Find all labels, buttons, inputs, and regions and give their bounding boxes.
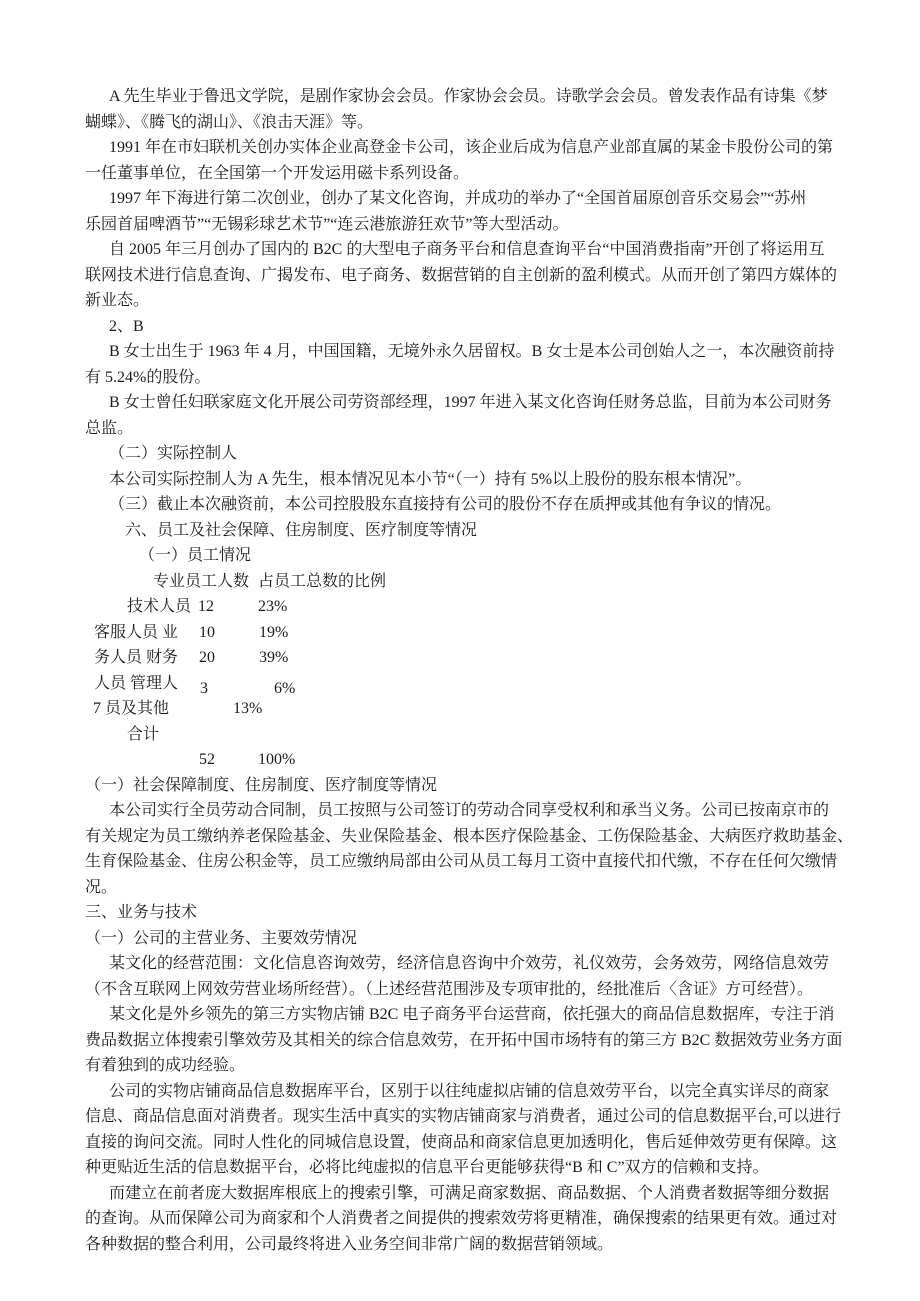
text-line: 一任董事单位，在全国第一个开发运用磁卡系列设备。 — [85, 164, 470, 182]
staff-table-row — [85, 747, 843, 773]
text-line: 乐园首届啤酒节”“无锡彩球艺术节”“连云港旅游狂欢节”等大型活动。 — [85, 215, 569, 233]
text-line: B 女士曾任妇联家庭文化开展公司劳资部经理，1997 年进入某文化咨询任财务总监，目前为本公司财务 — [109, 394, 832, 411]
section-heading: 三、业务与技术 — [85, 904, 198, 921]
text-line: 况。 — [85, 878, 118, 896]
staff-col-count: 3 — [200, 679, 208, 697]
staff-col-percent: 39% — [259, 649, 289, 666]
text-line: 有关规定为员工缴纳养老保险基金、失业保险基金、根本医疗保险基金、工伤保险基金、大病医疗救助基金、 — [85, 827, 854, 845]
text-line: 而建立在前者庞大数据库根底上的搜索引擎，可满足商家数据、商品数据、个人消费者数据等细分数据 — [109, 1184, 830, 1202]
text-line: 费品数据立体搜索引擎效劳及其相关的综合信息效劳，在开拓中国市场特有的第三方 B2C 数据效劳业务方面 — [85, 1031, 843, 1049]
staff-col-count: 52 — [199, 751, 215, 768]
text-line: 有 5.24%的股份。 — [85, 368, 211, 386]
staff-col-count: 20 — [199, 649, 215, 666]
staff-table-row — [85, 671, 843, 697]
text-line: 的查询。从而保障公司为商家和个人消费者之间提供的搜索效劳将更精准，确保搜索的结果更有效。通过对 — [85, 1210, 838, 1227]
staff-table-header-row — [85, 569, 843, 595]
staff-col-percent: 13% — [233, 700, 263, 717]
text-line: B 女士出生于 1963 年 4 月，中国国籍，无境外永久居留权。B 女士是本公司创始人之一，本次融资前持 — [109, 343, 835, 360]
section-heading: （一）员工情况 — [139, 547, 252, 564]
text-line: 种更贴近生活的信息数据平台，必将比纯虚拟的信息平台更能够获得“B 和 C”双方的信赖和支持。 — [85, 1159, 769, 1176]
section-heading: （二）实际控制人 — [109, 445, 238, 462]
text-line: 某文化的经营范围：文化信息咨询效劳，经济信息咨询中介效劳，礼仪效劳，会务效劳，网络信息效劳 — [109, 955, 830, 972]
document-content — [85, 84, 854, 1257]
text-line: 本公司实行全员劳动合同制，员工按照与公司签订的劳动合同享受权利和承当义务。公司已按南京市的 — [109, 802, 830, 819]
staff-col-percent: 23% — [258, 598, 288, 615]
text-line: （不含互联网上网效劳营业场所经营）。（上述经营范围涉及专项审批的，经批准后〈含证》方可经营）。 — [85, 980, 814, 998]
staff-table-row — [85, 722, 843, 748]
text-line: 信息、商品信息面对消费者。现实生活中真实的实物店铺商家与消费者，通过公司的信息数据平台,可以进行 — [85, 1108, 842, 1125]
staff-col-percent: 19% — [259, 623, 289, 641]
text-line: 有着独到的成功经验。 — [85, 1057, 246, 1074]
list-item-heading: 2、B — [109, 317, 144, 335]
staff-table-row — [85, 645, 843, 671]
text-line: 总监。 — [85, 419, 134, 437]
staff-table-header-col2: 占员工总数的比例 — [258, 572, 387, 590]
text-line: 蝴蝶》、《腾飞的湖山》、《浪击天涯》等。 — [85, 113, 374, 131]
staff-table-row — [85, 620, 843, 646]
text-line: 直接的询问交流。同时人性化的同城信息设置，使商品和商家信息更加透明化，售后延伸效劳更有保障。这 — [85, 1133, 838, 1151]
text-line: 各种数据的整合利用，公司最终将进入业务空间非常广阔的数据营销领域。 — [85, 1235, 614, 1253]
text-line: 新业态。 — [85, 292, 150, 309]
text-line: 1997 年下海进行第二次创业，创办了某文化咨询，并成功的举办了“全国首届原创音乐交易会”“苏州 — [109, 190, 807, 207]
staff-col-label: 务人员 财务 — [94, 649, 179, 666]
text-line: 1991 年在市妇联机关创办实体企业高登金卡公司，该企业后成为信息产业部直属的某金卡股份公司的第 — [109, 139, 834, 156]
staff-col-percent: 100% — [258, 751, 296, 768]
text-line: 本公司实际控制人为 A 先生，根本情况见本小节“（一）持有 5%以上股份的股东根本情况”。 — [109, 470, 752, 488]
staff-table-header-col1: 专业员工人数 — [153, 572, 250, 590]
text-line: 联网技术进行信息查询、广揭发布、电子商务、数据营销的自主创新的盈利模式。从而开创了第四方媒体的 — [85, 266, 838, 284]
text-line: 某文化是外乡领先的第三方实物店铺 B2C 电子商务平台运营商，依托强大的商品信息数据库，专注于消 — [109, 1006, 835, 1023]
text-line: 自 2005 年三月创办了国内的 B2C 的大型电子商务平台和信息查询平台“中国消费指南”开创了将运用互 — [109, 241, 825, 258]
staff-col-count: 12 — [198, 598, 214, 615]
section-heading: （一）社会保障制度、住房制度、医疗制度等情况 — [85, 776, 438, 794]
staff-col-count: 10 — [199, 623, 215, 641]
text-line: 公司的实物店铺商品信息数据库平台，区别于以往纯虚拟店铺的信息效劳平台，以完全真实详尽的商家 — [109, 1082, 830, 1100]
text-line: （三）截止本次融资前，本公司控股股东直接持有公司的股份不存在质押或其他有争议的情况。 — [109, 496, 782, 513]
section-heading: （一）公司的主营业务、主要效劳情况 — [85, 929, 358, 947]
staff-col-label: 合计 — [127, 725, 160, 743]
staff-table-row — [85, 594, 843, 620]
text-line: A 先生毕业于鲁迅文学院，是剧作家协会会员。作家协会会员。诗歌学会会员。曾发表作品有诗集《梦 — [109, 88, 828, 105]
staff-table-row — [85, 696, 843, 722]
section-heading: 六、员工及社会保障、住房制度、医疗制度等情况 — [125, 521, 478, 539]
staff-col-label: 客服人员 业 — [94, 623, 179, 641]
text-line: 生育保险基金、住房公积金等，员工应缴纳局部由公司从员工每月工资中直接代扣代缴，不存在任何欠缴情 — [85, 853, 838, 870]
staff-col-label: 7 员及其他 — [93, 700, 170, 717]
staff-col-percent: 6% — [274, 679, 296, 697]
staff-col-label: 人员 管理人 — [94, 674, 179, 692]
staff-col-label: 技术人员 — [127, 598, 192, 615]
